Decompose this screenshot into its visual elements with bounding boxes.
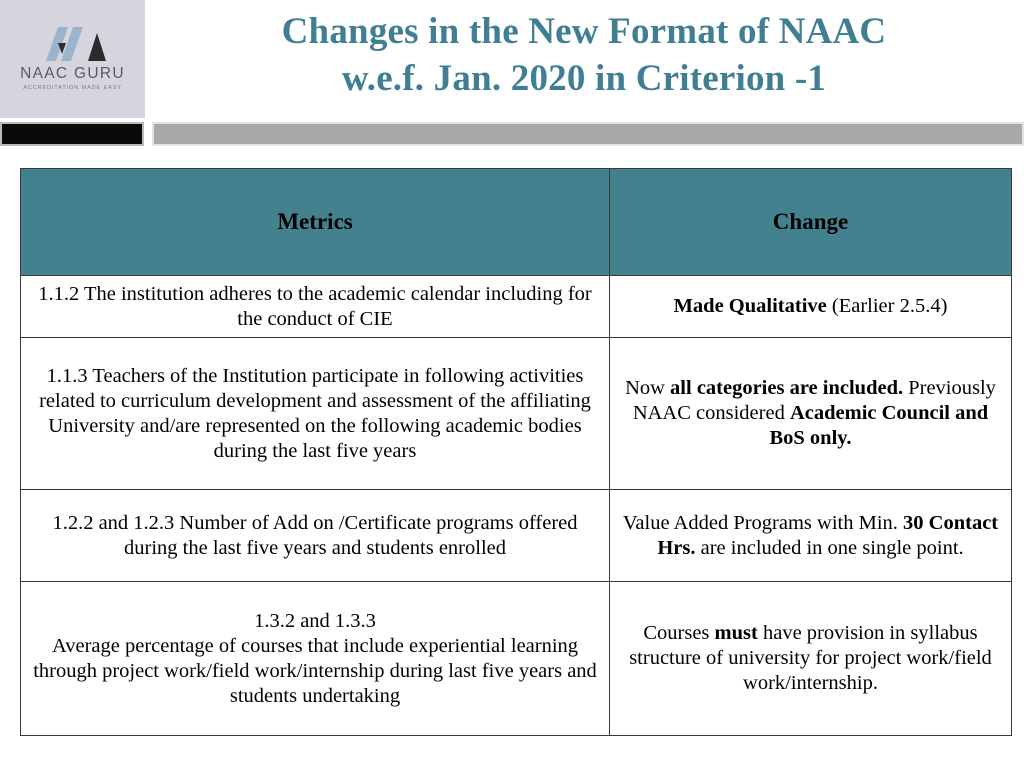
cell-metric: 1.1.3 Teachers of the Institution participate in following activities related to curriculum development and assessment of the affiliating University and/are represented on the following academic bodies during the last five years (21, 338, 610, 490)
table-header-row (21, 169, 1012, 276)
logo-wordmark: NAAC GURU (20, 64, 125, 82)
cell-metric: 1.2.2 and 1.2.3 Number of Add on /Certificate programs offered during the last five years and students enrolled (21, 490, 610, 582)
page-title-line-1: Changes in the New Format of NAAC (281, 11, 887, 52)
table-row (21, 338, 1012, 490)
column-header-change: Change (610, 169, 1012, 276)
logo-tagline: ACCREDITATION MADE EASY (23, 85, 122, 92)
cell-change: Now all categories are included. Previously NAAC considered Academic Council and BoS only. (610, 338, 1012, 490)
naac-guru-logo-mark-icon (36, 27, 110, 61)
page-title-line-2: w.e.f. Jan. 2020 in Criterion -1 (341, 58, 827, 100)
table-row (21, 582, 1012, 736)
changes-table (20, 168, 1012, 736)
naac-guru-logo-block (0, 0, 145, 118)
column-header-metrics: Metrics (21, 169, 610, 276)
page-title (150, 8, 1018, 103)
table-header (21, 169, 1012, 276)
cell-metric: 1.3.2 and 1.3.3 Average percentage of courses that include experiential learning through project work/field work/internship during last five years and students undertaking (21, 582, 610, 736)
table-row (21, 490, 1012, 582)
decor-bar-right (152, 122, 1024, 146)
cell-metric: 1.1.2 The institution adheres to the academic calendar including for the conduct of CIE (21, 276, 610, 338)
decor-bar-left (0, 122, 144, 146)
table-body (21, 276, 1012, 736)
cell-change: Value Added Programs with Min. 30 Contact Hrs. are included in one single point. (610, 490, 1012, 582)
table-row (21, 276, 1012, 338)
cell-change: Made Qualitative (Earlier 2.5.4) (610, 276, 1012, 338)
cell-change: Courses must have provision in syllabus structure of university for project work/field work/internship. (610, 582, 1012, 736)
